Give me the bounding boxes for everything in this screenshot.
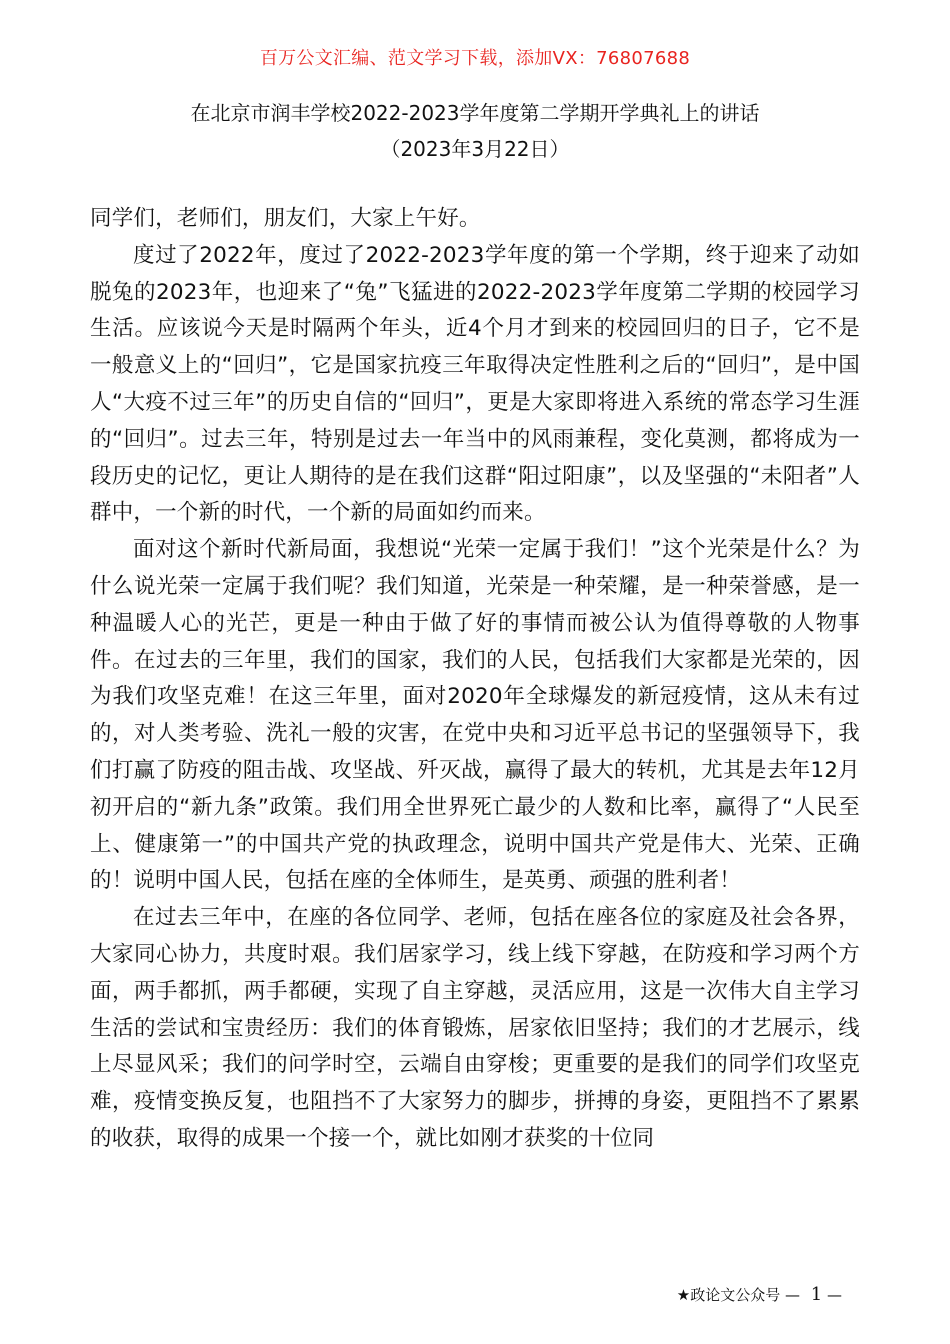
footer-source: ★政论文公众号 (676, 1286, 781, 1304)
page-title: 在北京市润丰学校2022-2023学年度第二学期开学典礼上的讲话 (190, 101, 760, 125)
paragraph-2: 面对这个新时代新局面，我想说“光荣一定属于我们！”这个光荣是什么？为什么说光荣一定属于我们呢？我们知道，光荣是一种荣耀，是一种荣誉感，是一种温暖人心的光芒，更是一种由于做了好的事情而被公认为值得尊敬的人物事件。在过去的三年里，我们的国家，我们的人民，包括我们大家都是光荣的，因为我们攻坚克难！在这三年里，面对2020年全球爆发的新冠疫情，这从未有过的，对人类考验、洗礼一般的灾害，在党中央和习近平总书记的坚强领导下，我们打赢了防疫的阻击战、攻坚战、歼灭战，赢得了最大的转机，尤其是去年12月初开启的“新九条”政策。我们用全世界死亡最少的人数和比率，赢得了“人民至上、健康第一”的中国共产党的执政理念，说明中国共产党是伟大、光荣、正确的！说明中国人民，包括在座的全体师生，是英勇、顽强的胜利者！ (90, 537, 860, 894)
greeting: 同学们，老师们，朋友们，大家上午好。 (90, 206, 481, 231)
page-number: 1 (810, 1284, 823, 1305)
footer-dash-left: — (784, 1286, 800, 1304)
top-banner: 百万公文汇编、范文学习下载，添加VX：76807688 (259, 48, 691, 69)
paragraph-3: 在过去三年中，在座的各位同学、老师，包括在座各位的家庭及社会各界，大家同心协力，共度时艰。我们居家学习，线上线下穿越，在防疫和学习两个方面，两手都抓，两手都硬，实现了自主穿越，灵活应用，这是一次伟大自主学习生活的尝试和宝贵经历：我们的体育锻炼，居家依旧坚持；我们的才艺展示，线上尽显风采；我们的问学时空，云端自由穿梭；更重要的是我们的同学们攻坚克难，疫情变换反复，也阻挡不了大家努力的脚步，拼搏的身姿，更阻挡不了累累的收获，取得的成果一个接一个，就比如刚才获奖的十位同 (90, 905, 860, 1151)
speech-body (90, 201, 860, 1158)
paragraph-1: 度过了2022年，度过了2022-2023学年度的第一个学期，终于迎来了动如脱兔的2023年，也迎来了“兔”飞猛进的2022-2023学年度第二学期的校园学习生活。应该说今天是时隔两个年头，近4个月才到来的校园回归的日子，它不是一般意义上的“回归”，它是国家抗疫三年取得决定性胜利之后的“回归”，是中国人“大疫不过三年”的历史自信的“回归”，更是大家即将进入系统的常态学习生涯的“回归”。过去三年，特别是过去一年当中的风雨兼程，变化莫测，都将成为一段历史的记忆，更让人期待的是在我们这群“阳过阳康”，以及坚强的“未阳者”人群中，一个新的时代，一个新的局面如约而来。 (90, 242, 860, 526)
speech-date: （2023年3月22日） (380, 137, 570, 161)
page-footer (677, 1284, 842, 1306)
footer-dash-right: — (827, 1286, 842, 1304)
